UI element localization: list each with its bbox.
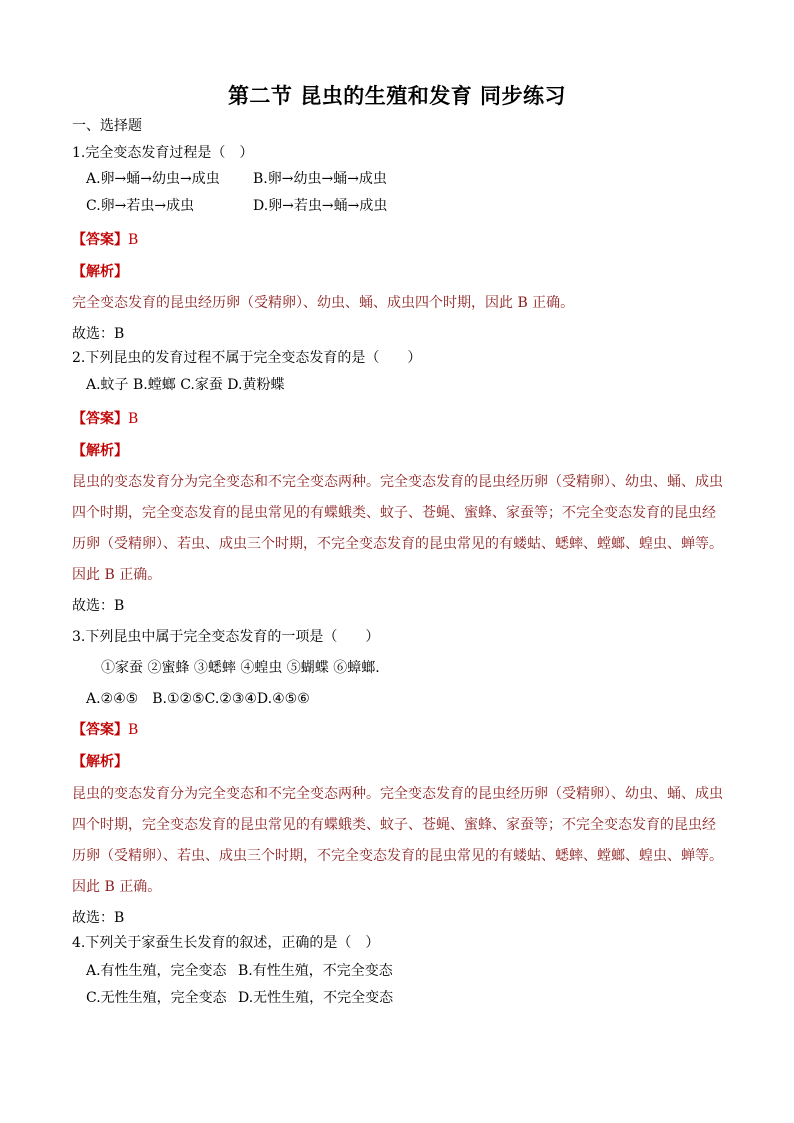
- question-2-explanation-line-1: 昆虫的变态发育分为完全变态和不完全变态两种。完全变态发育的昆虫经历卵（受精卵）、幼虫、蛹、成虫: [72, 474, 723, 490]
- question-1-option-c: C.卵→若虫→成虫: [86, 198, 195, 214]
- answer-tag: 【答案】: [72, 232, 128, 248]
- question-2-stem: 2.下列昆虫的发育过程不属于完全变态发育的是（ ）: [72, 350, 422, 366]
- question-1-analysis-tag: 【解析】: [72, 264, 128, 280]
- question-1-choice: 故选：B: [72, 326, 125, 342]
- question-3-explanation-line-3: 历卵（受精卵）、若虫、成虫三个时期，不完全变态发育的昆虫常见的有蝼蛄、蟋蟀、螳螂、蝗虫、蝉等。: [72, 848, 723, 864]
- question-1-option-b: B.卵→幼虫→蛹→成虫: [253, 171, 387, 187]
- question-4-option-c: C.无性生殖，完全变态: [86, 990, 227, 1006]
- question-3-explanation-line-1: 昆虫的变态发育分为完全变态和不完全变态两种。完全变态发育的昆虫经历卵（受精卵）、幼虫、蛹、成虫: [72, 786, 723, 802]
- question-2-explanation-line-4: 因此 B 正确。: [72, 567, 162, 583]
- question-1-option-a: A.卵→蛹→幼虫→成虫: [86, 171, 220, 187]
- question-2-explanation-line-2: 四个时期，完全变态发育的昆虫常见的有蝶蛾类、蚊子、苍蝇、蜜蜂、家蚕等；不完全变态发育的昆虫经: [72, 505, 716, 521]
- question-3-answer: [72, 720, 138, 740]
- question-3-options: A.②④⑤ B.①②⑤C.②③④D.④⑤⑥: [86, 691, 310, 707]
- question-2-choice: 故选：B: [72, 598, 125, 614]
- question-3-explanation-line-2: 四个时期，完全变态发育的昆虫常见的有蝶蛾类、蚊子、苍蝇、蜜蜂、家蚕等；不完全变态发育的昆虫经: [72, 817, 716, 833]
- section-heading: 一、选择题: [72, 118, 142, 134]
- question-1-option-d: D.卵→若虫→蛹→成虫: [253, 198, 388, 214]
- question-2-analysis-tag: 【解析】: [72, 443, 128, 459]
- answer-value: B: [128, 232, 139, 248]
- question-2-explanation-line-3: 历卵（受精卵）、若虫、成虫三个时期，不完全变态发育的昆虫常见的有蝼蛄、蟋蟀、螳螂、蝗虫、蝉等。: [72, 536, 723, 552]
- question-3-choice: 故选：B: [72, 910, 125, 926]
- page-title: 第二节 昆虫的生殖和发育 同步练习: [227, 84, 567, 108]
- answer-tag: 【答案】: [72, 411, 128, 427]
- question-1-stem: 1.完全变态发育过程是（ ）: [72, 145, 254, 161]
- question-2-answer: [72, 409, 138, 429]
- question-1-answer: [72, 230, 138, 250]
- question-3-stem: 3.下列昆虫中属于完全变态发育的一项是（ ）: [72, 629, 380, 645]
- question-2-options: A.蚊子 B.螳螂 C.家蚕 D.黄粉蝶: [86, 377, 285, 393]
- question-4-stem: 4.下列关于家蚕生长发育的叙述，正确的是（ ）: [72, 935, 380, 951]
- question-3-analysis-tag: 【解析】: [72, 754, 128, 770]
- answer-tag: 【答案】: [72, 722, 128, 738]
- question-4-option-d: D.无性生殖，不完全变态: [238, 990, 394, 1006]
- question-1-explanation: 完全变态发育的昆虫经历卵（受精卵）、幼虫、蛹、成虫四个时期，因此 B 正确。: [72, 295, 575, 311]
- question-3-items: ①家蚕 ②蜜蜂 ③蟋蟀 ④蝗虫 ⑤蝴蝶 ⑥蟑螂.: [101, 660, 380, 676]
- answer-value: B: [128, 722, 139, 738]
- question-3-explanation-line-4: 因此 B 正确。: [72, 879, 162, 895]
- question-4-option-b: B.有性生殖，不完全变态: [238, 963, 393, 979]
- question-4-option-a: A.有性生殖，完全变态: [86, 963, 227, 979]
- answer-value: B: [128, 411, 139, 427]
